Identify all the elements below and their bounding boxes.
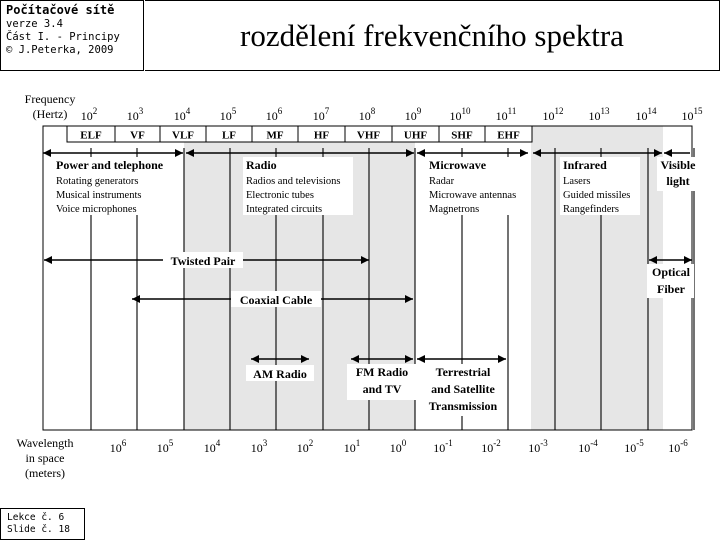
am-radio-label: AM Radio — [253, 367, 307, 381]
power-telephone-item-2: Voice microphones — [56, 204, 137, 215]
wavelength-axis-label: Wavelength — [16, 436, 74, 450]
optical-fiber-arrow-right-head — [684, 256, 692, 264]
fm-radio-label-2: and TV — [362, 382, 402, 396]
band-label-elf: ELF — [80, 129, 102, 142]
wavelength-tick-10: $10^{-4}$ — [578, 438, 598, 455]
band-label-uhf: UHF — [403, 129, 428, 142]
band-label-hf: HF — [313, 129, 330, 142]
microwave-item-1: Microwave antennas — [429, 190, 517, 201]
radio-item-1: Electronic tubes — [246, 190, 314, 201]
frequency-tick-4: $10^6$ — [265, 106, 283, 123]
wavelength-tick-3: $10^3$ — [250, 438, 268, 455]
power-telephone-item-0: Rotating generators — [56, 176, 139, 187]
frequency-axis-unit: (Hertz) — [32, 107, 68, 121]
fm-radio-label: FM Radio — [355, 365, 409, 379]
band-label-mf: MF — [266, 129, 284, 142]
course-version: verze 3.4 — [6, 18, 63, 30]
wavelength-tick-11: $10^{-5}$ — [624, 438, 644, 455]
frequency-tick-6: $10^8$ — [358, 106, 376, 123]
radio-title: Radio — [246, 158, 277, 172]
band-label-vlf: VLF — [172, 129, 194, 142]
frequency-tick-0: $10^2$ — [80, 106, 98, 123]
coaxial-cable-arrow-left-head — [132, 295, 140, 303]
wavelength-tick-1: $10^5$ — [156, 438, 174, 455]
slide-footer-box — [0, 508, 85, 540]
radio-item-0: Radios and televisions — [246, 176, 341, 187]
frequency-axis-label: Frequency — [24, 92, 76, 106]
wavelength-tick-6: $10^0$ — [389, 438, 407, 455]
frequency-tick-9: $10^{11}$ — [495, 106, 517, 123]
visible-light-arrow-left-head — [664, 149, 672, 157]
frequency-tick-7: $10^9$ — [404, 106, 422, 123]
infrared-item-2: Rangefinders — [563, 204, 619, 215]
course-part: Část I. - Principy — [6, 31, 120, 43]
wavelength-tick-0: $10^6$ — [109, 438, 127, 455]
twisted-pair-label: Twisted Pair — [170, 254, 236, 268]
terrestrial-satellite-arrow-right-head — [498, 355, 506, 363]
radio-item-2: Integrated circuits — [246, 204, 323, 215]
course-name: Počítačové sítě — [6, 3, 115, 17]
frequency-tick-10: $10^{12}$ — [542, 106, 564, 123]
frequency-tick-5: $10^7$ — [312, 106, 330, 123]
wavelength-tick-7: $10^{-1}$ — [433, 438, 453, 455]
terrestrial-satellite-label: Terrestrial — [435, 365, 491, 379]
power-telephone-arrow-right-head — [175, 149, 183, 157]
optical-fiber-label: Optical — [652, 265, 690, 279]
microwave-arrow-right-head — [520, 149, 528, 157]
wavelength-tick-5: $10^1$ — [343, 438, 361, 455]
wavelength-tick-8: $10^{-2}$ — [481, 438, 501, 455]
slide-title-text: rozdělení frekvenčního spektra — [240, 17, 624, 53]
wavelength-axis-unit: (meters) — [25, 466, 65, 480]
band-label-lf: LF — [221, 129, 237, 142]
band-label-ehf: EHF — [497, 129, 520, 142]
visible-light-title-2: light — [666, 174, 690, 188]
slide-number: Slide č. 18 — [7, 524, 70, 535]
twisted-pair-arrow-left-head — [44, 256, 52, 264]
terrestrial-satellite-label-3: Transmission — [428, 399, 498, 413]
band-label-vhf: VHF — [356, 129, 381, 142]
microwave-item-0: Radar — [429, 176, 455, 187]
wavelength-tick-12: $10^{-6}$ — [668, 438, 688, 455]
wavelength-tick-2: $10^4$ — [203, 438, 221, 455]
wavelength-axis-label-2: in space — [25, 451, 65, 465]
wavelength-tick-9: $10^{-3}$ — [528, 438, 548, 455]
microwave-item-2: Magnetrons — [429, 204, 480, 215]
microwave-title: Microwave — [429, 158, 487, 172]
frequency-tick-2: $10^4$ — [173, 106, 191, 123]
frequency-tick-12: $10^{14}$ — [635, 106, 657, 123]
lesson-number: Lekce č. 6 — [7, 512, 65, 523]
wavelength-tick-4: $10^2$ — [296, 438, 314, 455]
band-label-vf: VF — [130, 129, 145, 142]
course-copyright: © J.Peterka, 2009 — [6, 44, 114, 56]
terrestrial-satellite-arrow-left-head — [417, 355, 425, 363]
band-label-shf: SHF — [451, 129, 473, 142]
infrared-item-1: Guided missiles — [563, 190, 631, 201]
visible-light-title: Visible — [660, 158, 696, 172]
microwave-arrow-left-head — [417, 149, 425, 157]
power-telephone-title: Power and telephone — [56, 158, 164, 172]
frequency-tick-13: $10^{15}$ — [681, 106, 703, 123]
frequency-tick-11: $10^{13}$ — [588, 106, 610, 123]
power-telephone-item-1: Musical instruments — [56, 190, 142, 201]
terrestrial-satellite-label-2: and Satellite — [431, 382, 495, 396]
infrared-title: Infrared — [563, 158, 607, 172]
frequency-tick-3: $10^5$ — [219, 106, 237, 123]
power-telephone-arrow-left-head — [43, 149, 51, 157]
optical-fiber-label-2: Fiber — [657, 282, 685, 296]
infrared-item-0: Lasers — [563, 176, 591, 187]
coaxial-cable-label: Coaxial Cable — [239, 293, 313, 307]
frequency-tick-1: $10^3$ — [126, 106, 144, 123]
frequency-tick-8: $10^{10}$ — [449, 106, 471, 123]
